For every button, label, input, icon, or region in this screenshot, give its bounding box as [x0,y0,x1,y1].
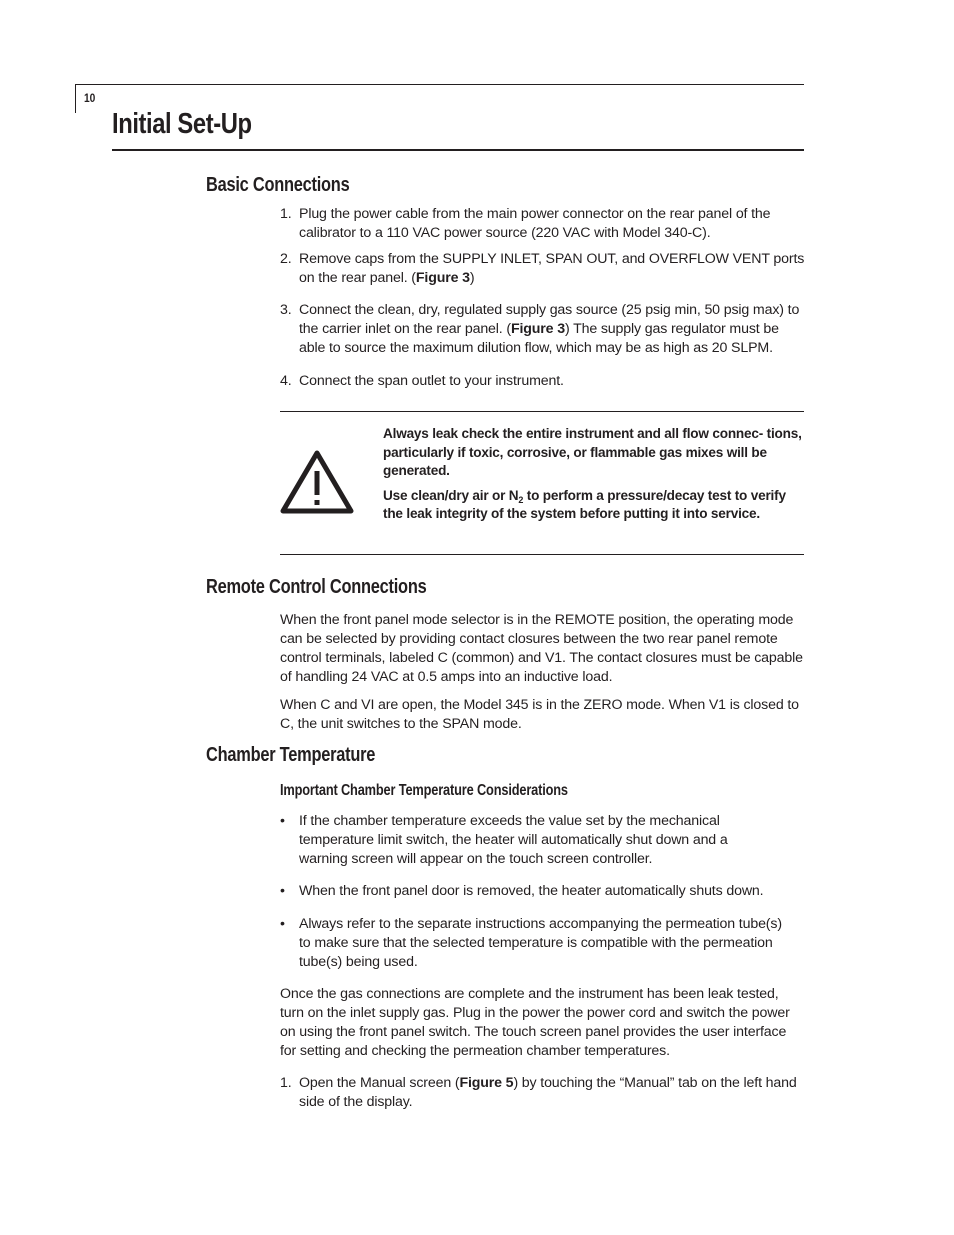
remote-control-body [280,611,806,743]
subscript: 2 [518,494,524,505]
basic-connections-list [280,205,808,391]
warning-text-part: Use clean/dry air or N [383,487,519,503]
list-number: 1. [280,1075,292,1091]
list-item-text: ) by touching the “Manual” tab on the left hand side of the display. [299,1075,797,1110]
list-item-text: Open the Manual screen ( [299,1075,460,1091]
chamber-temperature-heading: Chamber Temperature [206,744,376,766]
bullet: • [280,916,285,932]
title-rule [112,149,804,151]
paragraph: When C and VI are open, the Model 345 is in the ZERO mode. When V1 is closed to C, the unit switches to the SPAN mode. [280,697,799,732]
warning-line-2 [383,487,803,524]
page-title: Initial Set-Up [112,108,252,140]
list-item-text: ) The supply gas regulator must be able to source the maximum dilution flow, which may be as high as 20 SLPM. [299,321,779,356]
figure-ref: Figure 3 [510,321,565,337]
remote-control-heading: Remote Control Connections [206,576,427,598]
list-number: 2. [280,251,292,267]
list-item-text: Connect the clean, dry, regulated supply gas source (25 psig min, 50 psig max) to the carrier inlet on the rear panel. ( [299,302,800,337]
warning-text [383,425,803,530]
list-item [280,1074,808,1112]
chamber-considerations-list [280,812,808,972]
figure-ref: Figure 3 [415,270,470,286]
header-tick [75,84,76,113]
list-item-text: When the front panel door is removed, the heater automatically shuts down. [299,883,764,899]
list-number: 4. [280,373,292,389]
warning-text-part: to perform a pressure/decay test to verify the leak integrity of the system before putting it into service. [383,487,786,521]
list-item [280,372,808,391]
chamber-temperature-body [280,985,806,1070]
chamber-steps-list [280,1074,808,1112]
list-number: 3. [280,302,292,318]
bullet: • [280,883,285,899]
warning-line-1: Always leak check the entire instrument and all flow connec- tions, particularly if toxic, corrosive, or flammable gas mixes will be generated. [383,426,802,478]
warning-callout [280,411,804,555]
list-item-text: Plug the power cable from the main power connector on the rear panel of the calibrator to a 110 VAC power source (220 VAC with Model 340-C). [299,206,771,241]
warning-triangle-icon [280,449,354,515]
list-item-text: Connect the span outlet to your instrument. [299,373,564,389]
list-item [280,250,808,288]
list-item [280,882,808,901]
list-item [280,915,808,972]
basic-connections-heading: Basic Connections [206,174,350,196]
bullet: • [280,813,285,829]
page-number: 10 [84,91,96,105]
list-item-text: ) [469,270,475,286]
header-rule [75,84,804,85]
list-number: 1. [280,206,292,222]
list-item [280,812,808,869]
figure-ref: Figure 5 [459,1075,514,1091]
list-item [280,205,808,243]
list-item-text: Always refer to the separate instructions accompanying the permeation tube(s) to make sure that the selected temperature is compatible with the permeation tube(s) being used. [299,916,782,970]
list-item-text: Remove caps from the SUPPLY INLET, SPAN OUT, and OVERFLOW VENT ports on the rear panel. ( [299,251,805,286]
paragraph: When the front panel mode selector is in the REMOTE position, the operating mode can be selected by providing contact closures between the two rear panel remote control terminals, labeled C (common) and V1. The contact closures must be capable of handling 24 VAC at 0.5 amps into an inductive load. [280,612,803,685]
paragraph: Once the gas connections are complete and the instrument has been leak tested, turn on the inlet supply gas. Plug in the power the power cord and switch the power on using the front panel switch. The touch screen panel provides the user interface for setting and checking the permeation chamber temperatures. [280,986,790,1059]
list-item-text: If the chamber temperature exceeds the value set by the mechanical temperature limit switch, the heater will automatically shut down and a warning screen will appear on the touch screen controller. [299,813,728,867]
chamber-temperature-subheading: Important Chamber Temperature Considerations [280,782,568,799]
list-item [280,301,808,358]
